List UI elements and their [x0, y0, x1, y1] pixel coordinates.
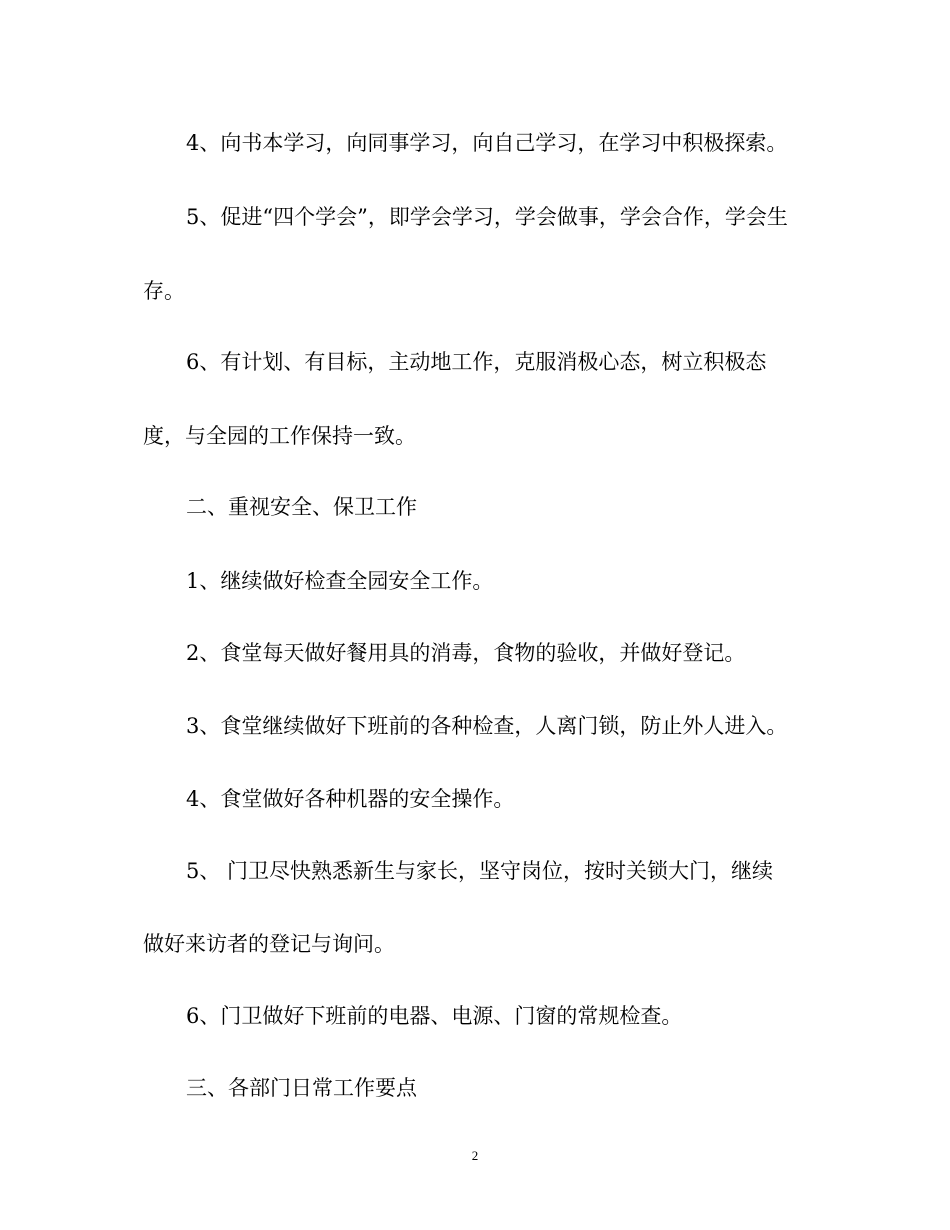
- paragraph-line: 度，与全园的工作保持一致。: [143, 424, 416, 448]
- paragraph-line: 存。: [143, 279, 185, 303]
- paragraph-line: 6、有计划、有目标，主动地工作，克服消极心态，树立积极态: [186, 350, 767, 374]
- paragraph-line: 4、向书本学习，向同事学习，向自己学习，在学习中积极探索。: [186, 131, 788, 155]
- paragraph-line: 6、门卫做好下班前的电器、电源、门窗的常规检查。: [186, 1004, 683, 1028]
- section-heading: 二、重视安全、保卫工作: [186, 495, 417, 519]
- paragraph-line: 5、 门卫尽快熟悉新生与家长，坚守岗位，按时关锁大门，继续: [186, 859, 774, 883]
- paragraph-line: 2、食堂每天做好餐用具的消毒，食物的验收，并做好登记。: [186, 641, 746, 665]
- paragraph-line: 1、继续做好检查全园安全工作。: [186, 569, 494, 593]
- paragraph-line: 4、食堂做好各种机器的安全操作。: [186, 787, 515, 811]
- paragraph-line: 3、食堂继续做好下班前的各种检查，人离门锁，防止外人进入。: [186, 714, 788, 738]
- paragraph-line: 做好来访者的登记与询问。: [143, 932, 395, 956]
- section-heading: 三、各部门日常工作要点: [186, 1076, 417, 1100]
- paragraph-line: 5、促进“四个学会”，即学会学习，学会做事，学会合作，学会生: [186, 205, 788, 229]
- page-number: 2: [471, 1148, 479, 1163]
